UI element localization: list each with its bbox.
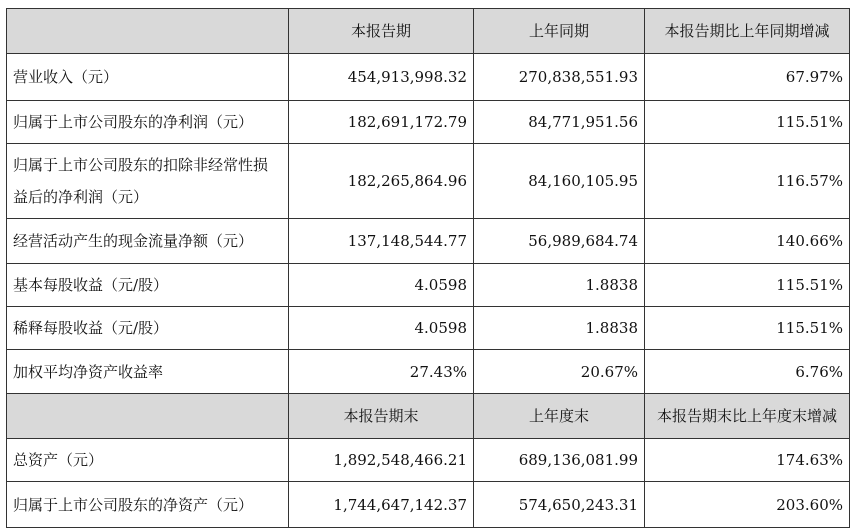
header-blank [7, 9, 289, 54]
table-row [7, 54, 850, 101]
header-prior-year-end: 上年度末 [474, 394, 645, 439]
prior-value: 84,160,105.95 [474, 144, 645, 219]
current-value: 1,744,647,142.37 [289, 482, 474, 528]
current-value: 454,913,998.32 [289, 54, 474, 101]
change-value: 140.66% [645, 219, 850, 264]
table-row [7, 264, 850, 307]
row-label: 稀释每股收益（元/股） [7, 307, 289, 350]
table-row [7, 439, 850, 482]
change-value: 67.97% [645, 54, 850, 101]
prior-value: 689,136,081.99 [474, 439, 645, 482]
row-label: 经营活动产生的现金流量净额（元） [7, 219, 289, 264]
current-value: 4.0598 [289, 307, 474, 350]
prior-value: 1.8838 [474, 264, 645, 307]
row-label: 基本每股收益（元/股） [7, 264, 289, 307]
change-value: 115.51% [645, 307, 850, 350]
change-value: 174.63% [645, 439, 850, 482]
table-row [7, 482, 850, 528]
current-value: 137,148,544.77 [289, 219, 474, 264]
header-current-period: 本报告期 [289, 9, 474, 54]
prior-value: 270,838,551.93 [474, 54, 645, 101]
table-row [7, 350, 850, 394]
header-blank [7, 394, 289, 439]
change-value: 116.57% [645, 144, 850, 219]
header-change: 本报告期末比上年度末增减 [645, 394, 850, 439]
header-row-period [7, 9, 850, 54]
current-value: 27.43% [289, 350, 474, 394]
header-row-period-end [7, 394, 850, 439]
row-label: 营业收入（元） [7, 54, 289, 101]
current-value: 182,265,864.96 [289, 144, 474, 219]
row-label: 归属于上市公司股东的扣除非经常性损益后的净利润（元） [7, 144, 289, 219]
table-row [7, 307, 850, 350]
change-value: 203.60% [645, 482, 850, 528]
row-label: 归属于上市公司股东的净资产（元） [7, 482, 289, 528]
prior-value: 20.67% [474, 350, 645, 394]
header-change: 本报告期比上年同期增减 [645, 9, 850, 54]
table-row [7, 101, 850, 144]
prior-value: 574,650,243.31 [474, 482, 645, 528]
header-current-period-end: 本报告期末 [289, 394, 474, 439]
row-label: 总资产（元） [7, 439, 289, 482]
prior-value: 56,989,684.74 [474, 219, 645, 264]
current-value: 4.0598 [289, 264, 474, 307]
current-value: 1,892,548,466.21 [289, 439, 474, 482]
financial-table [6, 8, 850, 528]
row-label: 归属于上市公司股东的净利润（元） [7, 101, 289, 144]
change-value: 115.51% [645, 264, 850, 307]
change-value: 115.51% [645, 101, 850, 144]
table-row [7, 219, 850, 264]
row-label: 加权平均净资产收益率 [7, 350, 289, 394]
current-value: 182,691,172.79 [289, 101, 474, 144]
prior-value: 84,771,951.56 [474, 101, 645, 144]
prior-value: 1.8838 [474, 307, 645, 350]
table-row [7, 144, 850, 219]
header-prior-period: 上年同期 [474, 9, 645, 54]
change-value: 6.76% [645, 350, 850, 394]
